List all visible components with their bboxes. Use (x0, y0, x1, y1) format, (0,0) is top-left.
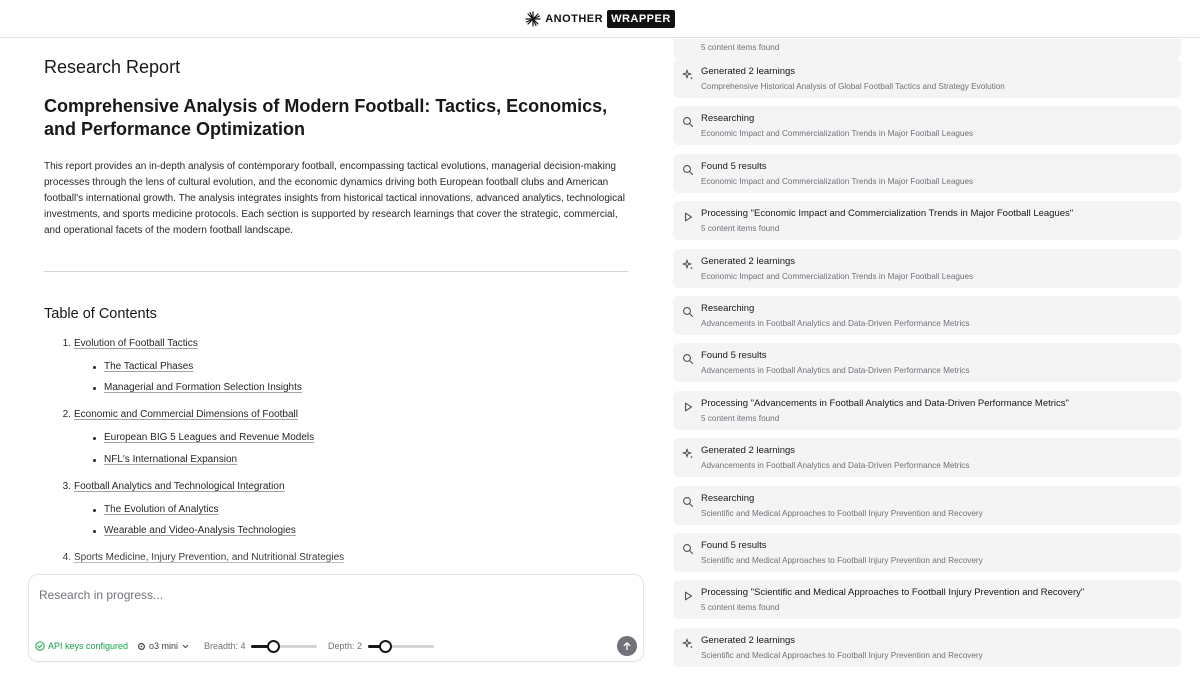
feed-item-detail: Scientific and Medical Approaches to Football Injury Prevention and Recovery (701, 650, 983, 660)
feed-item-title: Generated 2 learnings (701, 255, 796, 267)
feed-item-title: Processing "Economic Impact and Commercialization Trends in Major Football Leagues" (701, 208, 1074, 220)
play-icon (682, 590, 694, 602)
report-heading: Research Report (44, 57, 181, 77)
toc-subitem (104, 361, 193, 372)
toc-item (62, 409, 298, 420)
feed-item-title: Generated 2 learnings (701, 634, 796, 646)
depth-label: Depth: 2 (328, 641, 363, 651)
toc-item (62, 338, 198, 349)
toc-item (62, 481, 285, 492)
search-icon (682, 543, 694, 555)
section-divider (44, 271, 628, 272)
model-icon (137, 642, 146, 651)
toc-sublink[interactable]: Wearable and Video-Analysis Technologies (104, 525, 296, 536)
feed-item-title: Generated 2 learnings (701, 445, 796, 457)
toc-subitem (104, 525, 296, 536)
toc-sublink[interactable]: Managerial and Formation Selection Insights (104, 382, 302, 393)
feed-item (673, 533, 1181, 572)
toc-subitem (104, 454, 237, 465)
arrow-up-icon (622, 641, 632, 651)
feed-item-detail: 5 content items found (701, 603, 780, 613)
feed-item (673, 628, 1181, 667)
feed-item-title: Found 5 results (701, 350, 767, 362)
api-status[interactable] (35, 641, 128, 651)
toc-item-number: 4. (62, 552, 71, 563)
feed-item-detail: 5 content items found (701, 413, 780, 423)
logo-mark-icon (525, 11, 541, 27)
feed-item-title: Found 5 results (701, 160, 767, 172)
feed-item-detail: 5 content items found (701, 224, 780, 234)
toc-subitem (104, 504, 219, 515)
search-icon (682, 353, 694, 365)
feed-item-detail: 5 content items found (701, 43, 780, 52)
feed-item-title: Researching (701, 113, 755, 125)
depth-slider[interactable] (368, 645, 434, 648)
report-panel (0, 39, 660, 689)
toc-subitem (104, 382, 302, 393)
feed-item-title: Researching (701, 492, 755, 504)
breadth-slider[interactable] (251, 645, 317, 648)
feed-item-detail: Advancements in Football Analytics and Data-Driven Performance Metrics (701, 366, 970, 376)
toc-heading: Table of Contents (44, 306, 157, 322)
toc-subitem (104, 432, 314, 443)
toc-item-number: 3. (62, 481, 71, 492)
feed-item-detail: Advancements in Football Analytics and Data-Driven Performance Metrics (701, 319, 970, 328)
feed-item (673, 59, 1181, 98)
activity-feed (660, 39, 1200, 689)
feed-item (673, 438, 1181, 477)
feed-item (673, 486, 1181, 525)
feed-item (673, 201, 1181, 240)
feed-item (673, 154, 1181, 193)
feed-item-detail: Scientific and Medical Approaches to Football Injury Prevention and Recovery (701, 508, 983, 518)
toc-link[interactable]: Sports Medicine, Injury Prevention, and Nutritional Strategies (74, 552, 345, 563)
breadth-label: Breadth: 4 (204, 641, 246, 651)
send-button[interactable] (617, 636, 637, 656)
model-label: o3 mini (149, 641, 179, 651)
report-title: Comprehensive Analysis of Modern Football: Tactics, Economics, and Performance Optimization (44, 96, 608, 139)
report-intro: This report provides an in-depth analysis of contemporary football, encompassing tactical evolutions, managerial decision-making processes through the lens of cultural evolution, and the economic dynamics driving both European football clubs and American football's international growth. The analysis integrates insights from historical tactical innovations, advanced analytics, technological investments, and sports medicine protocols. Each section is supported by research learnings that cover the strategic, commercial, and operational facets of the modern football landscape. (44, 161, 625, 236)
top-bar (0, 0, 1200, 38)
feed-item (673, 39, 1181, 59)
toc-sublink[interactable]: European BIG 5 Leagues and Revenue Models (104, 432, 315, 443)
check-circle-icon (35, 641, 45, 651)
search-icon (682, 306, 694, 318)
feed-item (673, 296, 1181, 335)
feed-item-detail: Economic Impact and Commercialization Trends in Major Football Leagues (701, 129, 974, 139)
toc-item-number: 1. (62, 338, 71, 349)
feed-item-title: Researching (701, 303, 755, 314)
toc-item (62, 552, 345, 563)
api-status-label: API keys configured (48, 641, 129, 651)
toc-link[interactable]: Football Analytics and Technological Integration (74, 481, 285, 492)
feed-item-detail: Comprehensive Historical Analysis of Global Football Tactics and Strategy Evolution (701, 82, 1005, 91)
feed-item (673, 343, 1181, 382)
toc-sublink[interactable]: The Evolution of Analytics (104, 504, 219, 515)
sparkle-icon (682, 259, 694, 271)
breadth-slider-thumb[interactable] (267, 640, 280, 653)
feed-item-title: Found 5 results (701, 540, 767, 551)
sparkle-icon (682, 448, 694, 460)
search-icon (682, 496, 694, 508)
feed-item-title: Processing "Scientific and Medical Approaches to Football Injury Prevention and Recovery" (701, 587, 1085, 599)
feed-item-detail: Advancements in Football Analytics and Data-Driven Performance Metrics (701, 461, 970, 471)
toc-link[interactable]: Evolution of Football Tactics (74, 338, 198, 349)
feed-item-detail: Economic Impact and Commercialization Trends in Major Football Leagues (701, 271, 974, 281)
sparkle-icon (682, 69, 694, 81)
brand-name-part1: ANOTHER (545, 12, 604, 25)
toc-link[interactable]: Economic and Commercial Dimensions of Football (74, 409, 298, 420)
feed-item-title: Generated 2 learnings (701, 66, 796, 77)
brand-name-part2: WRAPPER (607, 10, 675, 28)
model-selector[interactable] (137, 641, 190, 651)
brand-logo[interactable] (525, 10, 675, 28)
play-icon (682, 211, 694, 223)
feed-item (673, 249, 1181, 288)
research-composer (28, 574, 644, 662)
toc-item-number: 2. (62, 409, 71, 420)
feed-item (673, 580, 1181, 619)
sparkle-icon (682, 638, 694, 650)
feed-item (673, 391, 1181, 430)
toc-sublink[interactable]: NFL's International Expansion (104, 454, 238, 465)
search-icon (682, 116, 694, 128)
feed-item-detail: Scientific and Medical Approaches to Football Injury Prevention and Recovery (701, 556, 983, 565)
toc-sublink[interactable]: The Tactical Phases (104, 361, 194, 372)
chevron-down-icon (181, 642, 190, 651)
feed-item-detail: Economic Impact and Commercialization Trends in Major Football Leagues (701, 176, 974, 186)
feed-item (673, 106, 1181, 145)
research-input[interactable] (39, 585, 599, 605)
depth-slider-thumb[interactable] (379, 640, 392, 653)
play-icon (682, 401, 694, 413)
search-icon (682, 164, 694, 176)
feed-item-title: Processing "Advancements in Football Analytics and Data-Driven Performance Metrics" (701, 397, 1069, 409)
